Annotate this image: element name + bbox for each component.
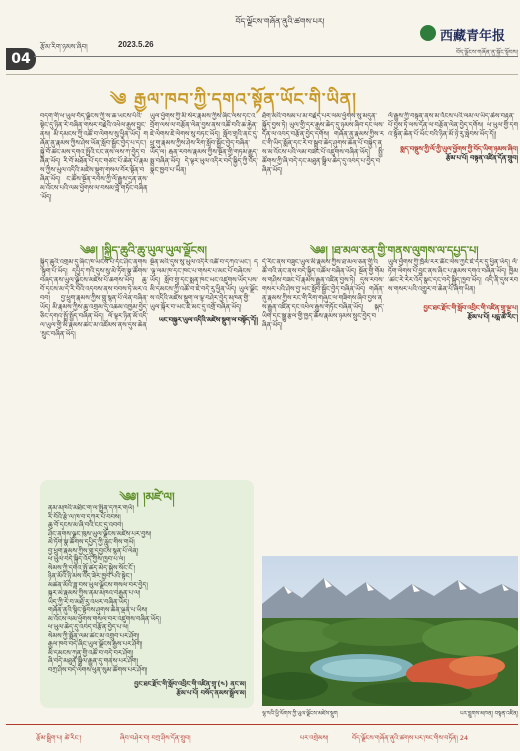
poem-line: བཀྲ་ཤིས་བདེ་ལེགས་ཕུན་སུམ་ཚོགས་པར་ཤོག། (48, 665, 148, 674)
poem-line: ཉིན་མོའི་ཉི་མས་འོད་ཟེར་ཁྱབ་པའི་སྟེང་། (48, 572, 133, 580)
section-heading-left: ༄༅། །སྐྱིད་ཆུའི་ཆུ་ཡུལ་ཡུལ་ལྗོངས། (80, 244, 207, 257)
article-text: ཡུལ་ཕྱོགས་ཀྱི་མི་སེར་རྣམས་ཀྱིས་ཞིང་ལས་དང་འབྲོག་ལས་ལ་བརྩོན་ལེན་བྱས་ནས་འཚོ་བའི་ཆ་རྐྱེན་ཇེ་ལེགས་ཇེ་ལེགས་སུ་བཏང་ཡོད། སློབ་གྲྭའི་ནང་དུ་ཕྲུ་གུ་རྣམས་ཀྱིས་ཤེས་རིག་སློབ་སྦྱོང་བྱེད་བཞིན་ཡོད་ལ། རྒན་རབས་རྣམས་ཀྱིས་སྔོན་གྱི་གཏམ་རྒྱུད་སྨྲ་བཞིན་ཡོད། དེ་ལྟར་ཡུལ་འདིར་བདེ་སྐྱིད་ཀྱི་འོད་སྣང་ཁྱབ་པ་ཡིན། (150, 112, 258, 174)
poem-box (40, 480, 254, 708)
photo-caption-text: ལྷ་སའི་ཕྱི་ལོགས་ཀྱི་ཡུལ་ལྗོངས་མཛེས་སྡུག (262, 711, 338, 717)
poem-line: མཚན་མོའི་ཟླ་བས་ཡུལ་ལྗོངས་གསལ་བར་བྱེད། (48, 580, 148, 589)
article-column-4 (388, 112, 518, 230)
footer-reviewer: ཞིབ་བཤེར་བ། བཀྲ་ཤིས་དོན་གྲུབ། (120, 734, 191, 742)
footer-publisher: བོད་ལྗོངས་གཞོན་ནུའི་ཚགས་པར་ཁང་གིས་བཏོན། 24 (352, 734, 469, 742)
footer-editor: རྩོམ་སྒྲིག་པ། ཚེ་རིང་། (36, 734, 82, 742)
section-heading-right: ༄༅། །ཐ་མལ་ཅན་གྱི་གནས་ལུགས་ལ་དཔྱད་པ། (310, 244, 479, 257)
poem-body (48, 504, 246, 676)
poem-line: ཕ་ཡུལ་ཆེད་དུ་འབད་བརྩོན་བྱེད་པ་ལ། (48, 623, 129, 631)
poem-line: ཆུ་བོ་དྭངས་མ་ཞི་བའི་ངང་དུ་འབབ། (48, 521, 123, 529)
section-left-column-2 (150, 258, 258, 470)
section-left-column-1 (40, 258, 148, 470)
footer-print: པར་འགྲེམས། (300, 734, 329, 742)
poem-line: སེམས་ཀྱི་སྨོན་ལམ་ཚང་མ་འགྲུབ་པར་ཤོག། (48, 631, 140, 640)
article-title: ༄ རྒྱལ་ཁབ་ཀྱི་དགའ་སྟོན་ཡོང་གི་ཡིན། (110, 90, 357, 110)
footer-divider (6, 724, 518, 725)
title-divider (6, 74, 518, 75)
poem-title: ༄༅། །མཛེ་ལ། (119, 490, 175, 504)
poem-line: བྱ་ཕྲུག་རྣམས་ཀྱིས་གླུ་དབྱངས་སྙན་པོ་ལེན། (48, 546, 139, 555)
article-credit-label: སྨད་བསྡུས་ཀྱི་ལོ་ཀྱི་ཡུལ་ཕྱོགས་ཀྱི་བོད་ཡིག་ཉམས་ཞིབ། (400, 145, 518, 153)
poem-signature (48, 680, 246, 698)
article-text: ལོ་རྒྱུས་ཀྱི་བསྟན་ནས་མ་འོངས་པའི་ལམ་ལ་ཡིད་ཆེས་བརྟན་པོ་བྱས་ཏེ་ལས་དོན་ལ་བརྩོན་ལེན་བྱེད་དགོས། ཕ་ཡུལ་གྱི་དགའ་སྟོན་ཆེན་པོ་ཡོང་བའི་ཉིན་མོ་ཉེ་རུ་སླེབས་ཡོད་དོ།། (388, 112, 518, 138)
header-right-text: བོད་ལྗོངས་གཞོན་ནུ་སྐྱོང་སྟོབས། (456, 49, 518, 56)
poem-line: མེ་ཏོག་སྣ་ཚོགས་དཔྱིད་ཀྱི་རླུང་གིས་གཡོ། (48, 538, 135, 546)
section-end-note: ཡང་བསྐྱར་ཡུལ་འདིའི་མཛེས་སྡུག་ལ་བསྟོད་དོ།། (158, 316, 258, 324)
poem-sig-name: རྩོམ་པ་པོ། བསོད་ནམས་སྒྲོལ་མ། (176, 689, 246, 697)
section-text: སྔོན་མའི་དུས་སུ་ཡུལ་འདིར་འཚོ་བ་དཀའ་ཡང་། ད་ལྟ་ལམ་ཁ་དང་ཁང་པ་གསར་པ་མང་པོ་བཞེངས་ཡོད། སློབ་གྲྭ་དང་སྨན་ཁང་ཡང་འཛུགས་ཡོད་པས་མི་དམངས་ཀྱི་འཚོ་བ་ཇེ་བདེ་རུ་ཕྱིན་ཡོད། ཡུལ་ལྗོངས་འདིའི་མཛེས་སྡུག་ལ་ལྟ་བཤེར་བྱེད་མཁན་གྱི་ཡུལ་སྐོར་བ་ཡང་ཇེ་མང་དུ་འགྲོ་བཞིན་ཡོད། (150, 258, 258, 311)
section-name: རྩོམ་རིག་ཉམས་ཞིབ། (40, 43, 88, 51)
poem-line: གཞོན་ནུའི་སྙིང་སྟོབས་ཤུགས་ཆེན་ལྡན་པ་ཡིས། (48, 606, 148, 614)
poem-line: སེམས་ཀྱི་དགའ་སྤྲོ་ཚད་མེད་སྐྱེས་སོང་ངོ་། (48, 563, 136, 572)
header-center-text: བོད་ལྗོངས་གཞོན་ནུའི་ཚགས་པར། (235, 17, 325, 26)
article-column-1 (40, 112, 148, 230)
page-number: 04 (6, 48, 36, 70)
section-text: དེ་རིང་ནས་བཟུང་ཡུལ་མི་རྣམས་ཀྱིས་ཐ་མལ་ཅན་གྱི་འཚོ་བའི་ནང་ནས་བདེ་སྐྱིད་འཚོལ་བཞིན་ཡོད། སྔོན་གྱི་གོམས་གཤིས་བཟང་པོ་རྣམས་རྒྱུན་འཛིན་བྱས་ཏེ། དུས་རབས་གསར་པའི་ཤེས་བྱ་ཡང་སློབ་སྦྱོང་བྱེད་བཞིན་ཡོད། གཞོན་ནུ་རྣམས་ཀྱིས་རང་གི་རིག་གཞུང་ལ་གཟིགས་ཞིབ་བྱས་ནས་རྒྱུན་འཛིན་དང་འཕེལ་རྒྱས་གཏོང་བཞིན་ཡོད། སྐད་ཡིག་དང་སྒྱུ་རྩལ་གྱི་ཁྱད་ཆོས་རྣམས་ཉམས་སྲུང་བྱེད་བཞིན་ཡོད། (262, 258, 384, 329)
poem-line: ཡིད་ཀྱི་རེ་བ་མཐོ་རུ་འཕར་བཞིན་ཡོད། (48, 597, 129, 606)
section-text: སྐྱིད་ཆུའི་འགྲམ་དུ་ཞིང་ཁ་ཡངས་པོ་དང་ཤིང་ནགས་སྟུག་པོ་ཡོད། དཔྱིད་ཀའི་དུས་སུ་མེ་ཏོག་སྣ་ཚོགས་བཞད་ནས་ཡུལ་ལྗོངས་མཛེས་པོ་ཆགས་ཡོད། ཆུ་བོ་དྭངས་མ་དེ་རི་བོའི་འདབས་ནས་བབས་ཏེ་མར་འབབ། བྱ་ཕྲུག་རྣམས་ཀྱིས་གླུ་སྙན་པོ་ལེན་བཞིན་ཡོད། མི་རྣམས་ཀྱིས་ཆུ་འགྲམ་དུ་འཆམ་འཁྱམ་བྱེད་ཅིང་དགའ་སྤྲོ་སྤྱོད་བཞིན་ཡོད། ལོ་ལྟར་ཉིན་མོ་འདི་ལ་ཡུལ་གྱི་མི་རྣམས་ཚང་མ་འཛོམས་ནས་དུས་ཆེན་སྲུང་བཞིན་ཡོད། (40, 258, 148, 338)
issue-date: 2023.5.26 (118, 40, 154, 49)
newspaper-name: 西藏青年报 (440, 29, 506, 44)
poem-line: ཞི་བདེ་མཐུན་སྒྲིལ་རྒྱུན་དུ་གནས་པར་ཤོག། (48, 657, 139, 665)
poem-line: སྐར་མ་རྣམས་ཀྱིས་ནམ་མཁའ་བརྒྱན་པ་ལ། (48, 589, 141, 597)
photo-caption (262, 708, 518, 723)
article-text: ཐོག་མའི་བསམ་པ་མ་བརྗེད་པར་ལམ་ཕྱོགས་སུ་མདུན་སྐྱོད་བྱས་ཏེ། ཡུལ་གྱི་དར་རྒྱས་ཆེད་དུ་ཉམས་ཞིབ་དང་ལས་དོན་ལ་འབད་བརྩོན་བྱེད་དགོས། གཞོན་ནུ་རྣམས་ཀྱིས་རང་གི་ཡིད་སྨོན་དང་རེ་བ་སྒྲུབ་ཆེད་ཤུགས་ཆེན་པོ་བསྐྱེད་ནས་མ་འོངས་པའི་ལམ་བཟང་པོ་འཛུགས་བཞིན་ཡོད། སྤྱི་ཚོགས་ཀྱི་ཞི་བདེ་དང་མཐུན་སྒྲིལ་ཆེད་དུ་འབད་པ་བྱེད་བཞིན་ཡོད། (262, 112, 384, 174)
header-divider (34, 56, 518, 57)
poem-line: མ་འོངས་ལམ་ཕྱོགས་གསལ་བར་འཛུགས་བཞིན་ཡོད། (48, 614, 161, 623)
section-credit-label: བྱང་ཐང་རྫོང་གི་སློབ་འབྲིང་གི་འཛིན་གྲྭ་ལྔ་པ། (423, 304, 518, 312)
poem-line: ནམ་མཁའི་མཐིང་ག་ལ་སྤྲིན་དཀར་གཡོ། (48, 504, 134, 512)
logo-emblem-icon (420, 25, 436, 41)
poem-line: མི་དམངས་ཀུན་གྱི་འཚོ་བ་བདེ་བར་ཤོག། (48, 648, 134, 657)
poem-line: རྒྱལ་ཁབ་བདེ་ཞིང་ཡུལ་ལྗོངས་རྒྱས་པར་ཤོག། (48, 640, 143, 648)
poem-line: རི་བོའི་རྩེ་ལ་ཁ་བ་དཀར་པོ་བབས། (48, 512, 121, 521)
photo-credit: པར་བླུགས་མཁན། བསྟན་འཛིན། (459, 711, 518, 717)
section-credit-name: རྩོམ་པ་པོ། པདྨ་ཚེ་རིང་། (467, 313, 518, 321)
section-right-column-2 (388, 258, 518, 550)
poem-line: ཤིང་ནགས་ལྗང་ཁུས་ཡུལ་ལྗོངས་མཛེས་པར་བྱས། (48, 529, 152, 538)
newspaper-logo (420, 24, 516, 42)
article-text: བདག་གི་ཕ་ཡུལ་བོད་ལྗོངས་ཀྱི་ས་ཆ་ཡངས་པོའི་སྟེང་དུ་ཉིན་རེ་བཞིན་གསར་བརྗེའི་འཕེལ་རྒྱས་བྱུང་ནས། མི་དམངས་ཀྱི་འཚོ་བ་ལེགས་སུ་ཕྱིན་ཡོད། གཞོན་ནུ་རྣམས་ཀྱིས་ཤེས་ཡོན་སློབ་སྦྱོང་བྱེད་པ་དང་། སྐྱེ་བོ་ཚང་མས་དགའ་སྤྲོའི་ངང་ནས་ལས་ཀ་བྱེད་བཞིན་ཡོད། རི་བོ་མཐོན་པོ་དང་གཙང་པོ་ཆེན་པོ་རྣམས་ཀྱིས་ཡུལ་འདིའི་མཛེས་སྡུག་གསལ་བོར་སྟོན་བཞིན་ཡོད། ང་ཚོས་སྔོན་རབས་ཀྱི་ལོ་རྒྱུས་དྲན་ནས་མ་འོངས་པའི་ལམ་ཕྱོགས་ལ་བསམ་བློ་གཏོང་བཞིན་ཡོད། (40, 112, 148, 201)
landscape-photo (262, 556, 518, 706)
article-credit-name: རྩོམ་པ་པོ། བསྟན་འཛིན་དོན་གྲུབ། (445, 154, 518, 162)
poem-sig-label: བྱང་ཐང་རྫོང་གི་སློབ་འབྲིང་གི་འཛིན་གྲྭ་(༤) ནང་མ། (134, 680, 246, 688)
section-right-column-1 (262, 258, 384, 550)
section-text: ཡུལ་ཕྱོགས་ཀྱི་ཁྲོམ་རར་ཚོང་ལས་ཀྱང་ཇེ་དར་དུ་ཕྱིན་ཡོད། ལོ་ཏོག་ལེགས་པོ་བྱུང་ནས་ཞིང་པ་རྣམས་དགའ་བཞིན་ཡོད། ཁྱིམ་ཚང་རེ་རེར་འོད་སྣང་དང་བདེ་སྐྱིད་ཁྱབ་ཡོད། འདི་ནི་དུས་རབས་གསར་པའི་འགྱུར་བ་ཆེན་པོ་ཞིག་ཡིན། (388, 258, 518, 293)
article-column-3 (262, 112, 384, 230)
poem-line: ཕ་ཡུལ་བདེ་སྐྱིད་འོད་ཀྱིས་ཁྱབ་པ་ལ། (48, 555, 125, 563)
article-column-2 (150, 112, 258, 230)
